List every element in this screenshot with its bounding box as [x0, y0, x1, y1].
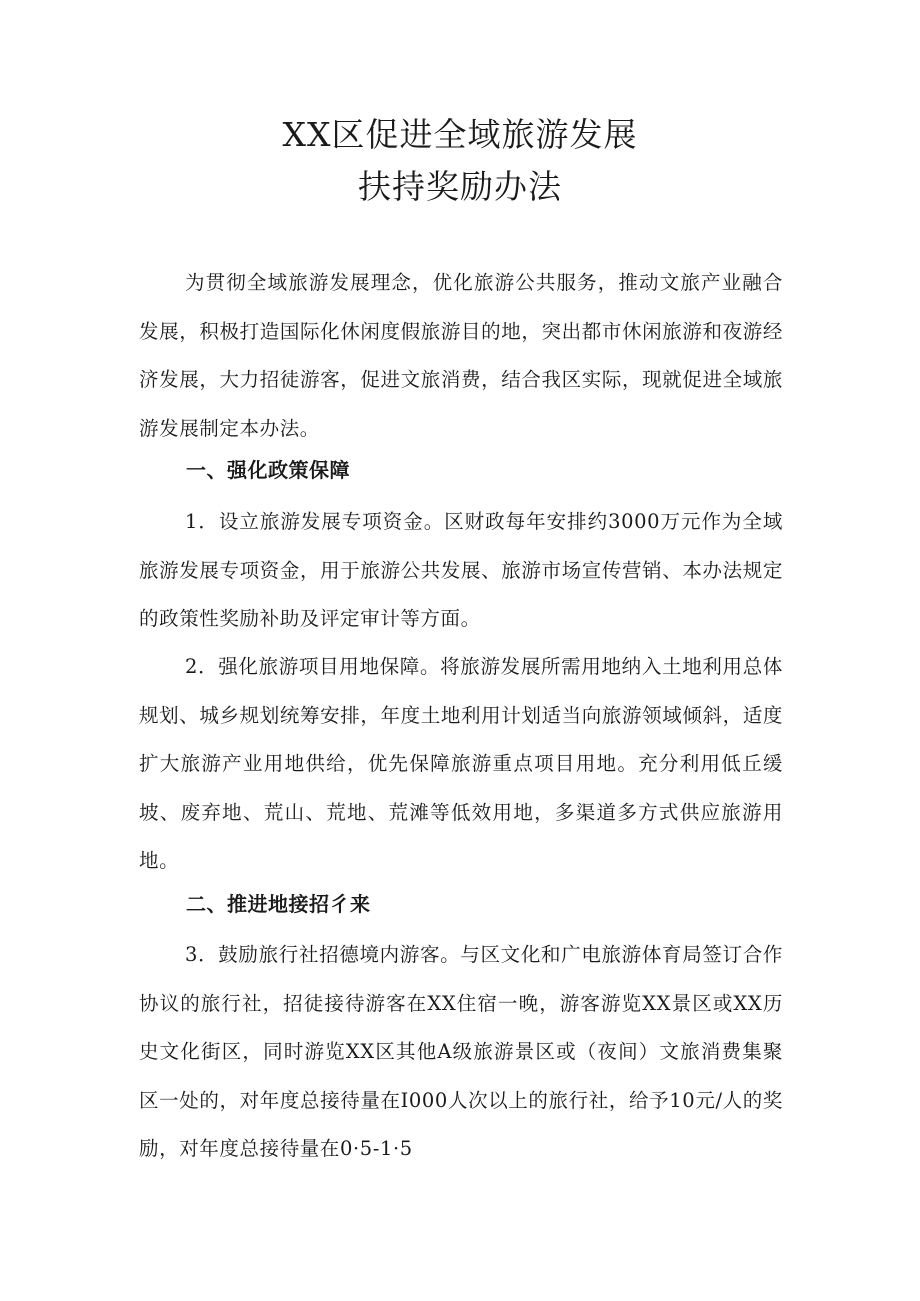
document-title-line1: XX区促进全域旅游发展	[282, 115, 638, 154]
item-3-paragraph: 3．鼓励旅行社招德境内游客。与区文化和广电旅游体育局签订合作协议的旅行社，招徒接待游客在XX住宿一晚，游客游览XX景区或XX历史文化街区，同时游览XX区其他A级旅游景区或（夜间）文旅消费集聚区一处的，对年度总接待量在I000人次以上的旅行社，给予10元/人的奖励，对年度总接待量在0·5-1·5	[139, 943, 783, 1160]
document-title-line2: 扶持奖励办法	[358, 167, 562, 206]
section-heading-2: 二、推进地接招彳来	[186, 892, 371, 916]
intro-paragraph: 为贯彻全域旅游发展理念，优化旅游公共服务，推动文旅产业融合发展，积极打造国际化休闲度假旅游目的地，突出都市休闲旅游和夜游经济发展，大力招徒游客，促进文旅消费，结合我区实际，现就促进全域旅游发展制定本办法。	[139, 271, 783, 440]
section-heading-1: 一、强化政策保障	[186, 458, 350, 482]
item-1-paragraph: 1．设立旅游发展专项资金。区财政每年安排约3000万元作为全域旅游发展专项资金，用于旅游公共发展、旅游市场宣传营销、本办法规定的政策性奖励补助及评定审计等方面。	[139, 510, 783, 630]
item-2-paragraph: 2．强化旅游项目用地保障。将旅游发展所需用地纳入土地利用总体规划、城乡规划统筹安排，年度土地利用计划适当向旅游领域倾斜，适度扩大旅游产业用地供给，优先保障旅游重点项目用地。充分利用低丘缓坡、废弃地、荒山、荒地、荒滩等低效用地，多渠道多方式供应旅游用地。	[139, 655, 783, 872]
